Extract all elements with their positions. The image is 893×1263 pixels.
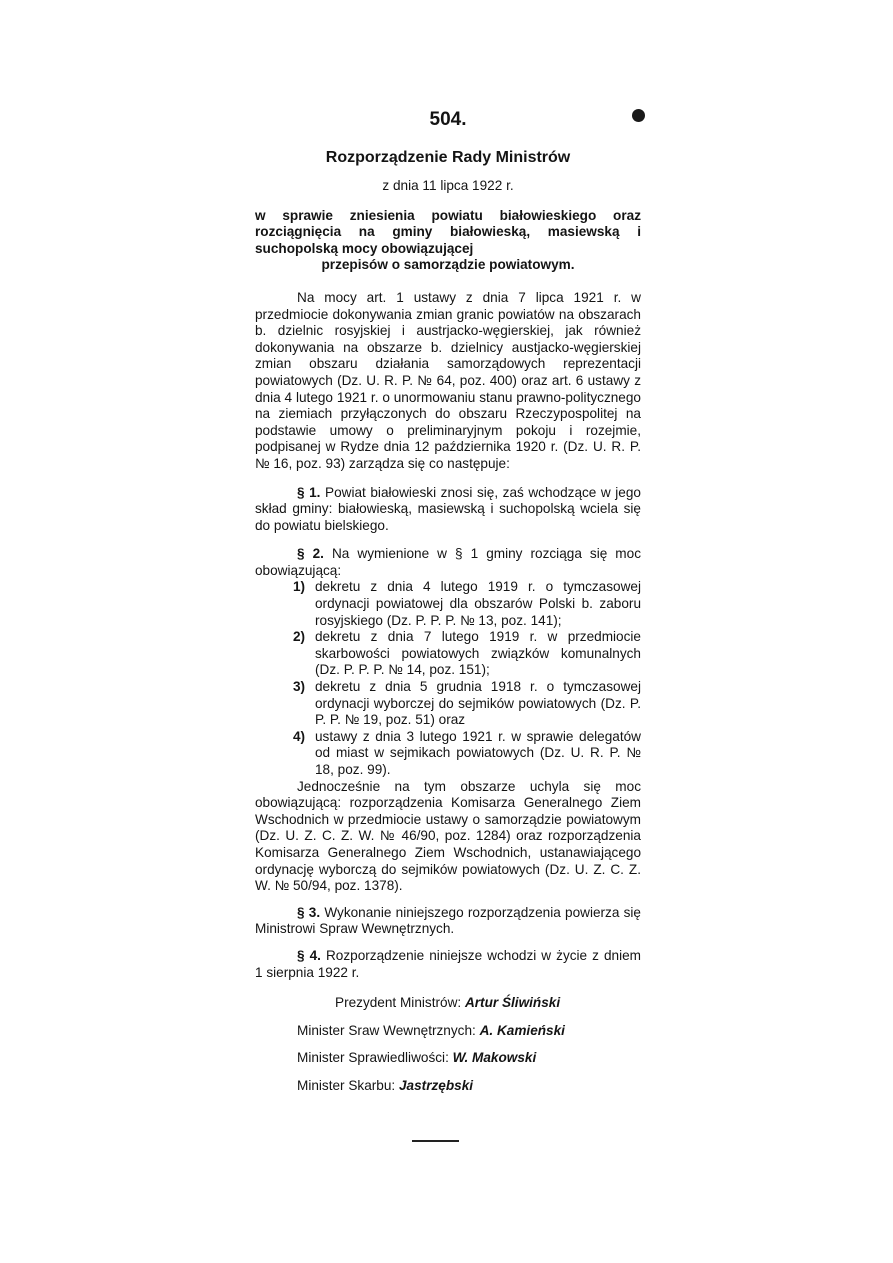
list-item	[255, 729, 641, 779]
section-4-text: Rozporządzenie niniejsze wchodzi w życie z dniem 1 sierpnia 1922 r.	[255, 947, 641, 980]
section-3-text: Wykonanie niniejszego rozporządzenia powierza się Ministrowi Spraw Wewnętrznych.	[255, 904, 641, 937]
signatures	[255, 995, 641, 1094]
list-item-text: dekretu z dnia 7 lutego 1919 r. w przedmiocie skarbowości powiatowych związków komunalnych (Dz. P. P. P. № 14, poz. 151);	[315, 629, 641, 678]
section-1	[255, 485, 641, 535]
section-2-repeal: Jednocześnie na tym obszarze uchyla się moc obowiązującą: rozporządzenia Komisarza Generalnego Ziem Wschodnich w przedmiocie ustawy o samorządzie powiatowym (Dz. U. Z. C. Z. W. № 46/90, poz. 1284) oraz rozporządzenia Komisarza Generalnego Ziem Wschodnich, ustanawiającego ordynację wyborczą do sejmików powiatowych (Dz. U. Z. C. Z. W. № 50/94, poz. 1378).	[255, 778, 641, 894]
section-2-text: Na wymienione w § 1 gminy rozciąga się moc obowiązującą:	[255, 546, 641, 578]
end-rule-divider	[412, 1140, 459, 1142]
subject-last: przepisów o samorządzie powiatowym.	[321, 257, 575, 273]
list-item	[255, 629, 641, 679]
signature-name: W. Makowski	[452, 1050, 537, 1066]
signature-name: Artur Śliwiński	[464, 995, 561, 1011]
signature-role: Minister Skarbu:	[297, 1077, 396, 1093]
signature-role: Minister Sprawiedliwości:	[297, 1050, 449, 1066]
section-2-label: § 2.	[297, 546, 324, 562]
section-1-label: § 1.	[297, 484, 321, 500]
section-3	[255, 905, 641, 938]
section-4	[255, 948, 641, 981]
preamble: Na mocy art. 1 ustawy z dnia 7 lipca 1921 r. w przedmiocie dokonywania zmian granic powiatów na obszarach b. dzielnic rosyjskiej i austrjacko-węgierskiej, jak również dokonywania na obszarze b. dzielnicy austjacko-węgierskiej zmian obszaru działania samorządowych reprezentacji powiatowych (Dz. U. R. P. № 64, poz. 400) oraz art. 6 ustawy z dnia 4 lutego 1921 r. o unormowaniu stanu prawno-politycznego na ziemiach przyłączonych do obszaru Rzeczypospolitej na podstawie umowy o preliminaryjnym pokoju i rozejmie, podpisanej w Rydze dnia 12 października 1920 r. (Dz. U. R. P. № 16, poz. 93) zarządza się co następuje:	[255, 289, 641, 471]
signature-name: Jastrzębski	[399, 1077, 474, 1093]
signature-name: A. Kamieński	[479, 1022, 565, 1038]
list-item-text: ustawy z dnia 3 lutego 1921 r. w sprawie delegatów od miast w sejmikach powiatowych (Dz. U. R. P. № 18, poz. 99).	[315, 728, 641, 777]
signature-role: Minister Sraw Wewnętrznych:	[297, 1022, 476, 1038]
document-title: Rozporządzenie Rady Ministrów	[325, 149, 571, 166]
section-2	[255, 546, 641, 579]
list-item-text: dekretu z dnia 4 lutego 1919 r. o tymczasowej ordynacji powiatowej dla obszarów Polski b. zaboru rosyjskiego (Dz. P. P. P. № 13, poz. 141);	[315, 579, 641, 628]
signature-line	[255, 1023, 641, 1040]
list-item-number: 2)	[293, 629, 306, 645]
document-number: 504.	[429, 109, 467, 130]
list-item-text: dekretu z dnia 5 grudnia 1918 r. o tymczasowej ordynacji wyborczej do sejmików powiatowych (Dz. P. P. P. № 19, poz. 51) oraz	[315, 679, 641, 728]
signature-role: Prezydent Ministrów:	[335, 995, 462, 1011]
section-3-label: § 3.	[297, 904, 321, 920]
document-date: z dnia 11 lipca 1922 r.	[382, 178, 514, 193]
document-page	[255, 108, 641, 1106]
section-4-label: § 4.	[297, 947, 321, 963]
signature-line	[255, 995, 641, 1012]
list-item-number: 4)	[293, 728, 306, 744]
signature-line	[255, 1078, 641, 1095]
signature-line	[255, 1050, 641, 1067]
list-item-number: 1)	[293, 579, 306, 595]
subject-main: w sprawie zniesienia powiatu białowieskiego oraz rozciągnięcia na gminy białowieską, masiewską i suchopolską mocy obowiązującej	[255, 207, 641, 256]
document-subject	[255, 208, 641, 274]
list-item	[255, 679, 641, 729]
list-item	[255, 579, 641, 629]
section-2-list	[255, 579, 641, 778]
list-item-number: 3)	[293, 679, 306, 695]
section-1-text: Powiat białowieski znosi się, zaś wchodzące w jego skład gminy: białowieską, masiewską i suchopolską wciela się do powiatu bielskiego.	[255, 484, 641, 533]
